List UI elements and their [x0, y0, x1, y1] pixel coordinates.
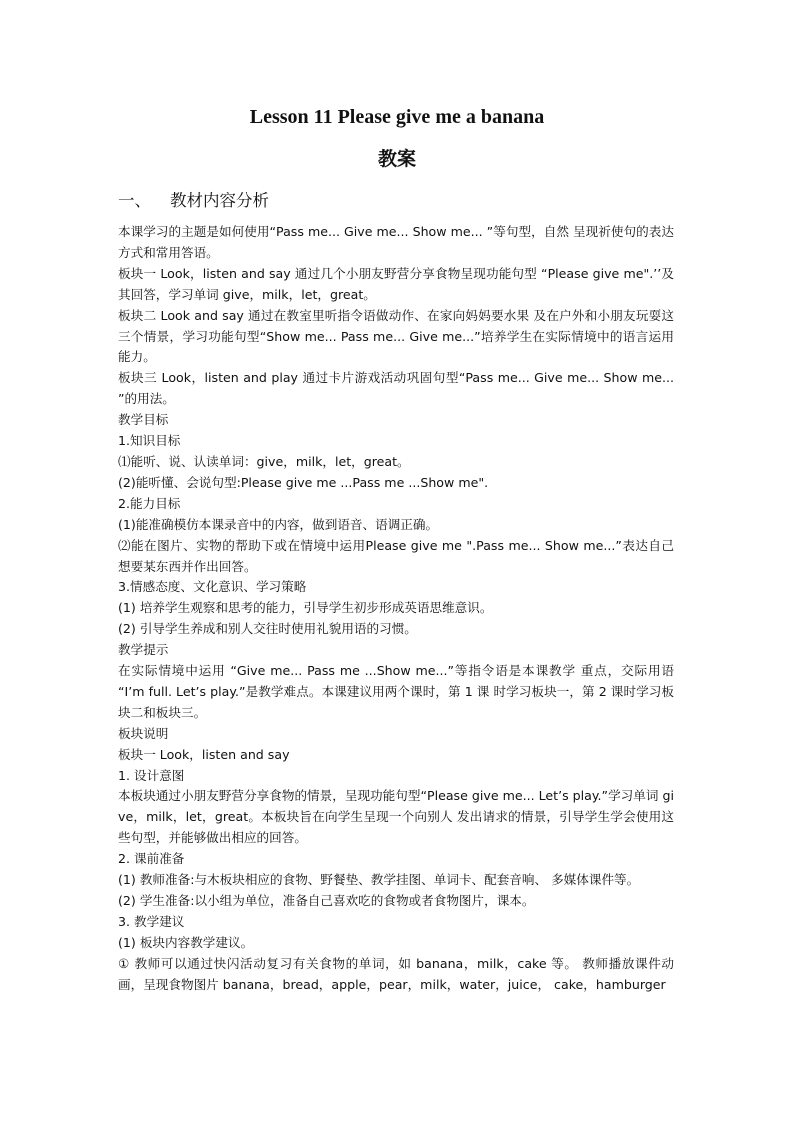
- list-item: ⑵能在图片、实物的帮助下或在情境中运用Please give me ".Pass me... Show me...”表达自己想要某东西并作出回答。: [118, 537, 674, 574]
- paragraph: 本板块通过小朋友野营分享食物的情景，呈现功能句型“Please give me... Let’s play.”学习单词 give，milk，let，great。本板块旨在向学生呈现一个向别人 发出请求的情景，引导学生学会使用这些句型，并能够做出相应的回答。: [118, 788, 674, 846]
- subheading: 1.知识目标: [118, 433, 181, 449]
- document-body: [118, 222, 674, 996]
- subheading: 板块一 Look，listen and say: [118, 746, 290, 762]
- paragraph: 板块二 Look and say 通过在教室里听指令语做动作、在家向妈妈要水果 及在户外和小朋友玩耍这三个情景，学习功能句型“Show me... Pass me... Give me...”培养学生在实际情境中的语言运用能力。: [118, 307, 674, 365]
- list-item: 1. 设计意图: [118, 767, 185, 783]
- subheading: 3.情感态度、文化意识、学习策略: [118, 579, 307, 595]
- list-item: (1)能准确模仿本课录音中的内容，做到语音、语调正确。: [118, 516, 439, 532]
- subheading: 2.能力目标: [118, 495, 181, 511]
- paragraph: 本课学习的主题是如何使用“Pass me... Give me... Show me... ”等句型，自然 呈现祈使句的表达方式和常用答语。: [118, 224, 674, 260]
- list-item: (2) 学生准备:以小组为单位，准备自己喜欢吃的食物或者食物图片，课本。: [118, 893, 535, 908]
- list-item: 3. 教学建议: [118, 913, 185, 929]
- document-title: Lesson 11 Please give me a banana: [249, 106, 545, 128]
- paragraph: 板块三 Look，listen and play 通过卡片游戏活动巩固句型“Pass me... Give me... Show me... ”的用法。: [118, 370, 674, 407]
- paragraph: 在实际情境中运用 “Give me... Pass me ...Show me...”等指令语是本课教学 重点，交际用语 “I’m full. Let’s play.”是教学难点。本课建议用两个课时，第 1 课 时学习板块一，第 2 课时学习板块二和板块三。: [118, 663, 674, 720]
- section-heading-text: 教材内容分析: [170, 191, 269, 210]
- heading-section-notes: 板块说明: [118, 725, 169, 741]
- paragraph: ① 教师可以通过快闪活动复习有关食物的单词，如 banana，milk，cake 等。 教师播放课件动画，呈现食物图片 banana，bread，apple，pear，milk，water，juice， cake，hamburger: [118, 955, 674, 992]
- list-item: ⑴能听、说、认读单词：give，milk，let，great。: [118, 453, 410, 469]
- document-subtitle: 教案: [377, 148, 416, 170]
- list-item: (1) 板块内容教学建议。: [118, 934, 254, 950]
- heading-teaching-tips: 教学提示: [118, 642, 169, 658]
- heading-teaching-goals: 教学目标: [118, 412, 169, 428]
- list-item: 2. 课前准备: [118, 851, 185, 867]
- list-item: (2) 引导学生养成和别人交往时使用礼貌用语的习惯。: [118, 621, 417, 637]
- list-item: (1) 教师准备:与木板块相应的食物、野餐垫、教学挂图、单词卡、配套音响、 多媒体课件等。: [118, 872, 640, 888]
- section-number: 一、: [118, 191, 151, 210]
- list-item: (2)能听懂、会说句型:Please give me ...Pass me ...Show me".: [118, 474, 489, 490]
- section-heading: [118, 189, 269, 213]
- paragraph: 板块一 Look，listen and say 通过几个小朋友野营分享食物呈现功能句型 “Please give me".’’及其回答，学习单词 give，milk，let，great。: [118, 265, 674, 302]
- list-item: (1) 培养学生观察和思考的能力，引导学生初步形成英语思维意识。: [118, 600, 493, 616]
